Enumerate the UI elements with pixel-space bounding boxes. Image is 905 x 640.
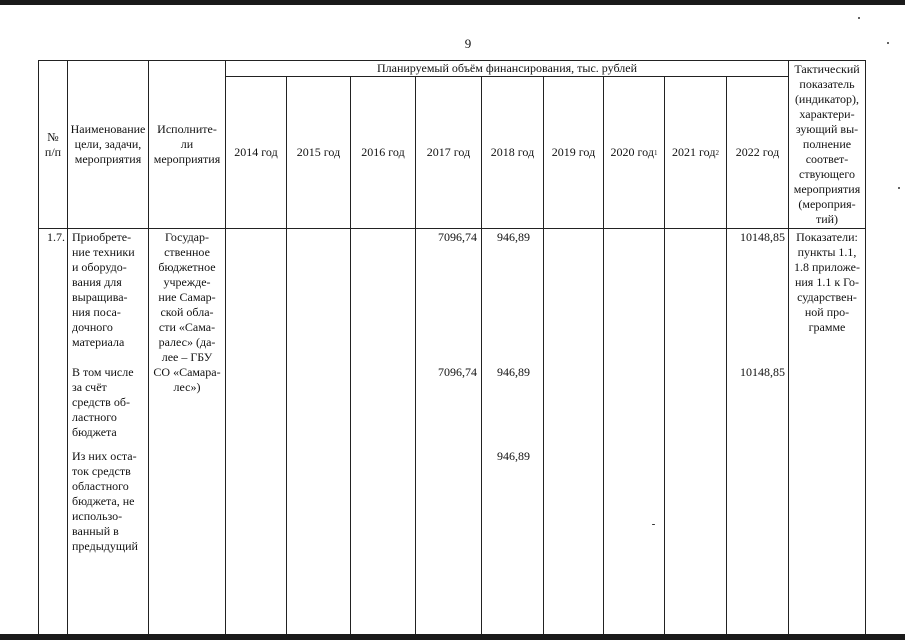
row-name: В том числе за счёт средств об- ластного бюджета: [72, 365, 134, 439]
year-label: 2019 год: [551, 145, 596, 159]
value-2017: 7096,74: [438, 365, 477, 379]
page-number: 9: [464, 36, 472, 51]
header-year-2015: [287, 77, 350, 228]
row-indicator: Показатели: пункты 1.1, 1.8 приложе- ния 1.1 к Го- сударствен- ной про- грамме: [794, 230, 860, 334]
header-year-2014: [226, 77, 286, 228]
value-2022: 10148,85: [740, 365, 785, 379]
row-executor: Государ- ственное бюджетное учрежде- ние Самар- ской обла- сти «Сама- ралес» (да- лее – ГБУ: [158, 230, 216, 364]
year-label: 2015 год: [296, 145, 341, 159]
header-year-2016: [351, 77, 415, 228]
row-name: Из них оста- ток средств областного бюджета, не использо- ванный в предыдущий: [72, 449, 138, 553]
header-name: Наименование цели, задачи, мероприятия: [70, 122, 146, 166]
header-num: № п/п: [44, 129, 62, 159]
year-label: 2018 год: [490, 145, 535, 159]
value-2018: 946,89: [497, 230, 530, 244]
col-line: [865, 60, 866, 634]
header-year-2021: 2021 год 2: [672, 145, 719, 159]
year-label: 2022 год: [735, 145, 780, 159]
header-indicator: Тактический показатель (индикатор), характери- зующий вы- полнение соответ- ствующего мероприятия (мероприя- тий): [793, 62, 861, 226]
year-label: 2014 год: [234, 145, 278, 159]
year-label: 2021 год: [672, 145, 716, 159]
year-label: 2017 год: [426, 145, 471, 159]
row-executor: СО «Самара- лес»): [153, 365, 221, 394]
header-year-2017: [416, 77, 481, 228]
header-year-2019: [544, 77, 603, 228]
row-num: 1.7.: [47, 230, 65, 244]
value-2018: 946,89: [497, 365, 530, 379]
row-name: Приобрете- ние техники и оборудо- вания для выращива- ния поса- дочного материала: [72, 230, 135, 349]
year-label: 2016 год: [361, 145, 405, 159]
header-year-2022: [727, 77, 788, 228]
header-year-2020: 2020 год 1: [610, 145, 658, 159]
header-year-2018: [482, 77, 543, 228]
header-bottom-line: [38, 228, 865, 229]
header-executor: Исполните- ли мероприятия: [153, 122, 221, 166]
value-2018: 946,89: [497, 449, 530, 463]
value-2017: 7096,74: [438, 230, 477, 244]
value-2022: 10148,85: [740, 230, 785, 244]
year-label: 2020 год: [610, 145, 654, 159]
header-financing: Планируемый объём финансирования, тыс. рублей: [376, 61, 637, 75]
